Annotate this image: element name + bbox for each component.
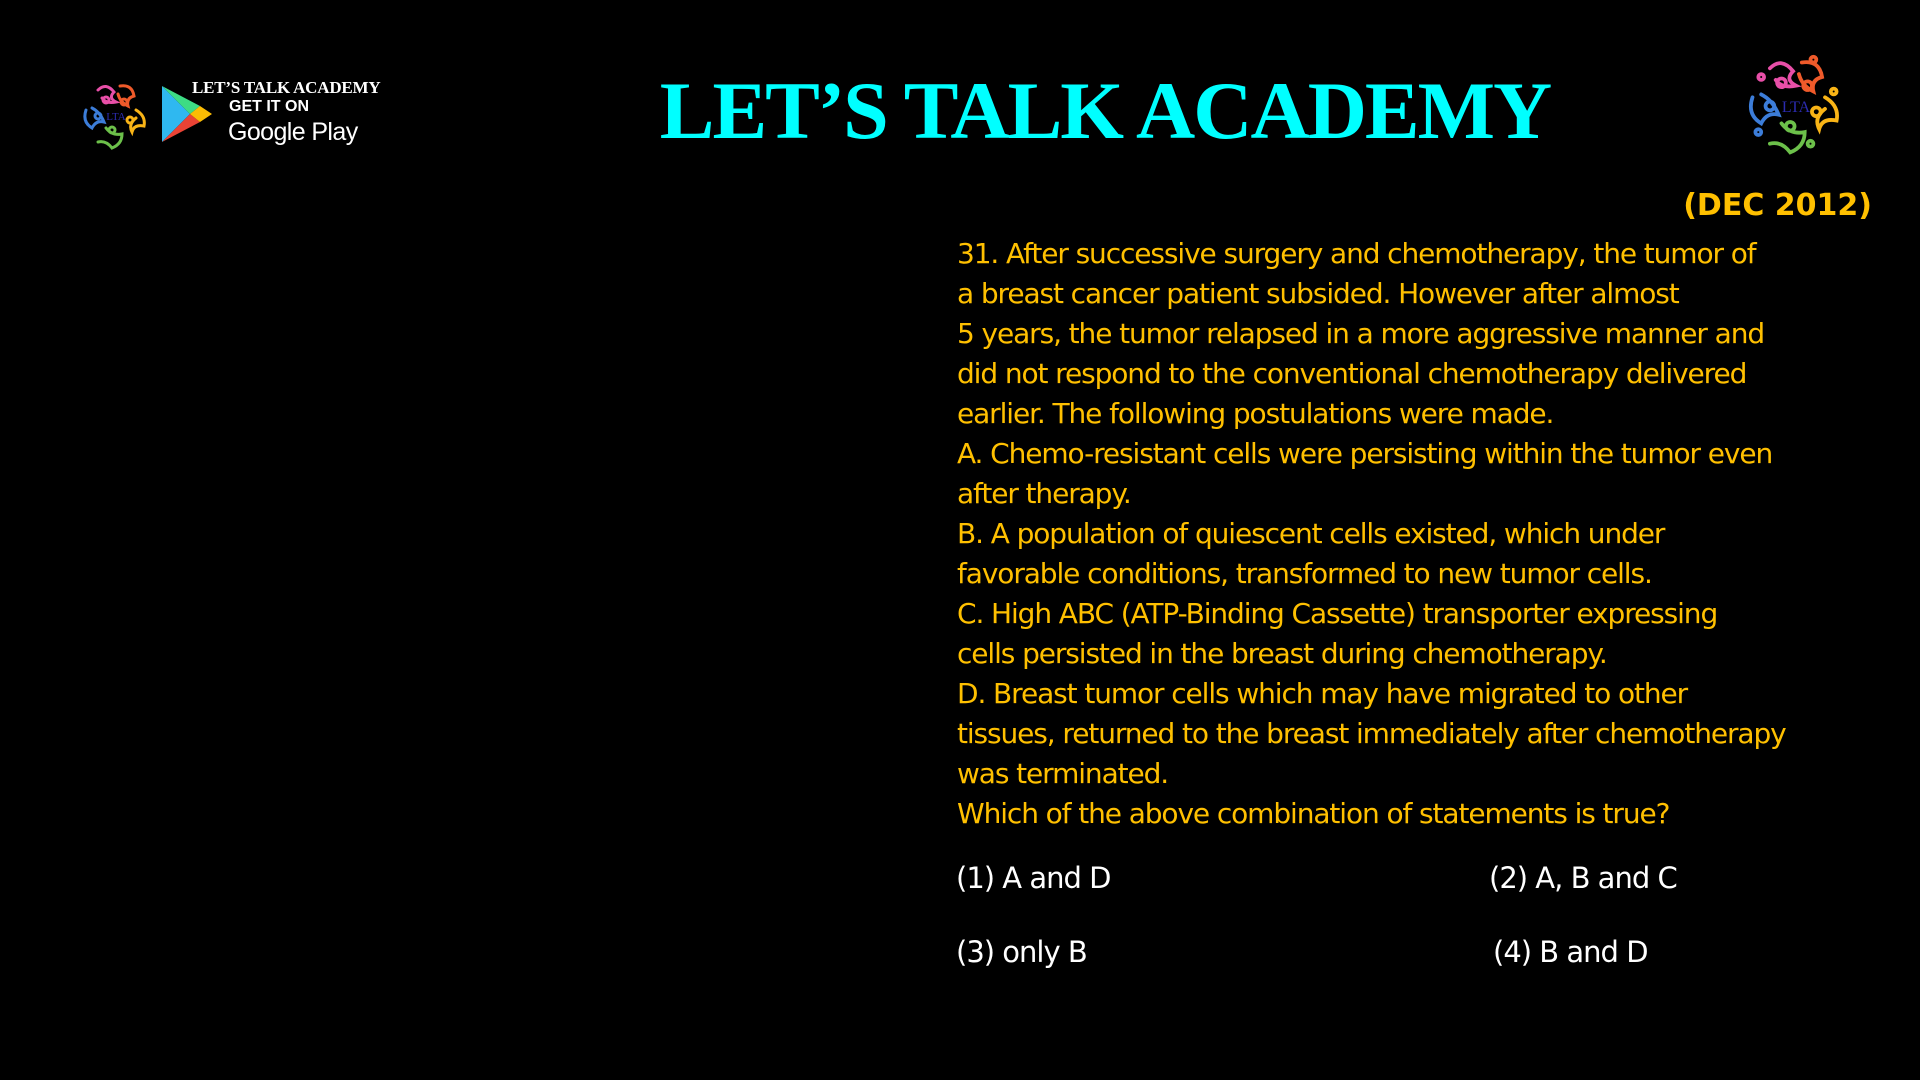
statement-d-line: D. Breast tumor cells which may have migrated to other — [957, 677, 1688, 710]
google-play-link[interactable]: Google Play — [228, 118, 358, 146]
lta-logo-right — [1738, 48, 1854, 164]
statement-c-line: cells persisted in the breast during chemotherapy. — [957, 637, 1607, 670]
statement-b-line: B. A population of quiescent cells existed, which under — [957, 517, 1665, 550]
statement-a-line: after therapy. — [957, 477, 1131, 510]
exam-year-badge: (DEC 2012) — [1683, 188, 1872, 223]
statement-d-line: tissues, returned to the breast immediately after chemotherapy — [957, 717, 1786, 750]
statement-d-line: was terminated. — [957, 757, 1169, 790]
question-line: a breast cancer patient subsided. However after almost — [957, 277, 1679, 310]
promo-brand-text: LET’S TALK ACADEMY — [192, 78, 381, 97]
statement-c-line: C. High ABC (ATP-Binding Cassette) transporter expressing — [957, 597, 1718, 630]
protein-ribbon-logo-icon — [1738, 48, 1854, 164]
question-line: 31. After successive surgery and chemotherapy, the tumor of — [957, 237, 1756, 270]
answer-option-4[interactable]: (4) B and D — [1493, 935, 1648, 969]
question-prompt: Which of the above combination of statements is true? — [957, 797, 1670, 830]
statement-b-line: favorable conditions, transformed to new tumor cells. — [957, 557, 1652, 590]
question-line: earlier. The following postulations were made. — [957, 397, 1554, 430]
question-line: did not respond to the conventional chemotherapy delivered — [957, 357, 1747, 390]
statement-a-line: A. Chemo-resistant cells were persisting within the tumor even — [957, 437, 1773, 470]
page-title: LET’S TALK ACADEMY — [659, 65, 1551, 156]
lta-logo-left — [76, 76, 156, 156]
answer-option-3[interactable]: (3) only B — [956, 935, 1087, 969]
svg-text:LTA: LTA — [1781, 98, 1811, 116]
svg-text:LTA: LTA — [106, 111, 126, 123]
question-line: 5 years, the tumor relapsed in a more aggressive manner and — [957, 317, 1765, 350]
promo-get-it-on-text: GET IT ON — [229, 98, 309, 115]
answer-option-1[interactable]: (1) A and D — [956, 861, 1111, 895]
protein-ribbon-logo-icon — [76, 76, 156, 156]
question-text — [957, 234, 1897, 834]
answer-option-2[interactable]: (2) A, B and C — [1489, 861, 1677, 895]
